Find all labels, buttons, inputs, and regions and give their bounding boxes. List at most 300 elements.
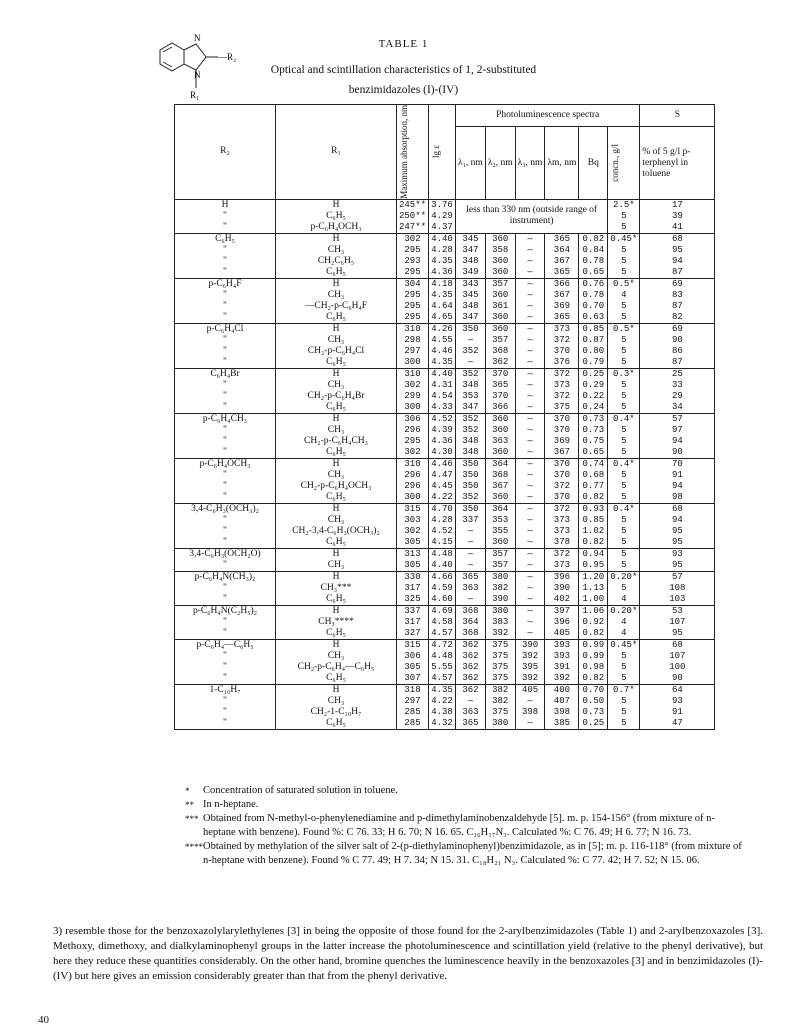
cell-r1: p-C₆H₄OCH₃ — [276, 222, 397, 234]
cell-r2: p-C₆H₄N(CH₃)₂ — [175, 571, 276, 583]
table-row — [175, 357, 715, 369]
table-cell: 5 — [608, 447, 640, 459]
table-cell: 285 — [397, 707, 429, 718]
table-cell: 295 — [397, 436, 429, 447]
cell-r1: CH₃ — [276, 651, 397, 662]
table-cell: 297 — [397, 346, 429, 357]
table-cell: 303 — [397, 515, 429, 526]
footnote-mark: **** — [185, 842, 203, 852]
table-cell: 365 — [456, 571, 486, 583]
table-cell: 68 — [640, 503, 715, 515]
cell-r2: 1-C₁₀H₇ — [175, 684, 276, 696]
cell-r1: C₆H₅ — [276, 402, 397, 414]
table-row — [175, 718, 715, 730]
cell-r2: " — [175, 628, 276, 640]
table-cell: — — [515, 458, 545, 470]
table-cell: 352 — [456, 413, 486, 425]
table-row — [175, 436, 715, 447]
table-cell: 400 — [545, 684, 579, 696]
table-cell: 2.5* — [608, 199, 640, 211]
table-cell: — — [515, 481, 545, 492]
table-cell: 0.99 — [579, 651, 608, 662]
table-cell: 0.76 — [579, 278, 608, 290]
table-row — [175, 481, 715, 492]
table-cell: 365 — [545, 267, 579, 279]
table-row — [175, 515, 715, 526]
table-cell: 295 — [397, 301, 429, 312]
cell-r2: " — [175, 594, 276, 606]
table-cell: 362 — [456, 639, 486, 651]
cell-r2: p-C₆H₄N(C₂H₅)₂ — [175, 605, 276, 617]
table-cell: — — [515, 290, 545, 301]
table-cell: 368 — [456, 605, 486, 617]
table-cell: 5 — [608, 301, 640, 312]
cell-r1: CH₃ — [276, 380, 397, 391]
table-cell: 91 — [640, 707, 715, 718]
table-cell: 4.40 — [429, 233, 456, 245]
table-cell: 0.74 — [579, 458, 608, 470]
table-cell: 357 — [485, 278, 515, 290]
table-cell: — — [515, 245, 545, 256]
table-cell: 315 — [397, 503, 429, 515]
table-cell: — — [515, 301, 545, 312]
table-row — [175, 267, 715, 279]
table-cell: 0.80 — [579, 346, 608, 357]
table-cell: 396 — [545, 617, 579, 628]
cell-r1: C₆H₅ — [276, 718, 397, 730]
table-cell: 5 — [608, 425, 640, 436]
table-cell: 363 — [456, 583, 486, 594]
table-cell: 29 — [640, 391, 715, 402]
cell-r2: C₆H₅ — [175, 233, 276, 245]
cell-r2: " — [175, 256, 276, 267]
table-cell: 296 — [397, 481, 429, 492]
table-cell: 373 — [545, 323, 579, 335]
table-cell: 47 — [640, 718, 715, 730]
table-cell: 355 — [485, 526, 515, 537]
table-cell: 4.70 — [429, 503, 456, 515]
table-cell: 370 — [485, 391, 515, 402]
table-cell: 0.95 — [579, 560, 608, 572]
table-cell: 4.45 — [429, 481, 456, 492]
table-cell: 5 — [608, 380, 640, 391]
table-cell: 330 — [397, 571, 429, 583]
cell-r1: CH₃ — [276, 560, 397, 572]
table-cell: — — [515, 267, 545, 279]
cell-r2: " — [175, 357, 276, 369]
table-row — [175, 707, 715, 718]
table-cell: — — [456, 594, 486, 606]
cell-r1: H — [276, 323, 397, 335]
table-cell: 4.47 — [429, 470, 456, 481]
cell-r2: p-C₆H₄F — [175, 278, 276, 290]
cell-r2: " — [175, 526, 276, 537]
table-cell: — — [515, 628, 545, 640]
table-cell: 360 — [485, 425, 515, 436]
table-cell: 4.60 — [429, 594, 456, 606]
cell-r1: H — [276, 278, 397, 290]
table-cell: 0.22 — [579, 391, 608, 402]
table-cell: 94 — [640, 515, 715, 526]
table-cell: 17 — [640, 199, 715, 211]
cell-r1: CH₂-p-C₆H₄Br — [276, 391, 397, 402]
table-cell: 5 — [608, 583, 640, 594]
table-cell: — — [515, 335, 545, 346]
table-cell: 0.20* — [608, 571, 640, 583]
cell-r1: C₆H₅ — [276, 673, 397, 685]
cell-r1: C₆H₅ — [276, 537, 397, 549]
table-cell: 360 — [485, 267, 515, 279]
table-cell: 0.65 — [579, 447, 608, 459]
table-cell: 372 — [545, 391, 579, 402]
table-row — [175, 233, 715, 245]
table-cell: 405 — [545, 628, 579, 640]
cell-r1: H — [276, 503, 397, 515]
table-cell: 298 — [397, 335, 429, 346]
table-cell: — — [515, 617, 545, 628]
cell-r1: H — [276, 605, 397, 617]
cell-r2: " — [175, 222, 276, 234]
table-cell: 0.87 — [579, 335, 608, 346]
table-cell: 5 — [608, 267, 640, 279]
cell-r2: " — [175, 492, 276, 504]
footnote-mark: ** — [185, 800, 194, 810]
table-cell: 0.78 — [579, 256, 608, 267]
table-cell: — — [456, 696, 486, 707]
table-cell: 302 — [397, 233, 429, 245]
table-cell: 0.82 — [579, 673, 608, 685]
table-cell: 1.00 — [579, 594, 608, 606]
table-cell: 34 — [640, 402, 715, 414]
table-cell: 393 — [545, 639, 579, 651]
table-cell: 369 — [545, 436, 579, 447]
table-cell: 0.25 — [579, 368, 608, 380]
table-cell: 362 — [485, 357, 515, 369]
cell-r2: " — [175, 391, 276, 402]
page-number: 40 — [38, 1014, 49, 1026]
table-cell: 4.66 — [429, 571, 456, 583]
table-cell: 97 — [640, 425, 715, 436]
table-cell: 4.40 — [429, 368, 456, 380]
cell-r1: H — [276, 199, 397, 211]
table-cell: — — [515, 605, 545, 617]
table-cell: 90 — [640, 335, 715, 346]
table-cell: 90 — [640, 447, 715, 459]
table-cell: 94 — [640, 256, 715, 267]
table-row — [175, 256, 715, 267]
table-cell: 3.76 — [429, 199, 456, 211]
table-cell: 5 — [608, 707, 640, 718]
table-cell: 5 — [608, 515, 640, 526]
table-cell: 396 — [545, 571, 579, 583]
table-cell: 4.58 — [429, 617, 456, 628]
table-cell: 0.73 — [579, 413, 608, 425]
table-cell: 4.37 — [429, 222, 456, 234]
table-cell: 367 — [545, 447, 579, 459]
table-cell: 4.40 — [429, 560, 456, 572]
table-cell: 4.54 — [429, 391, 456, 402]
table-cell: 0.79 — [579, 357, 608, 369]
table-cell: 68 — [640, 639, 715, 651]
table-cell: 368 — [485, 346, 515, 357]
header-l3: λ₃, nm — [515, 127, 545, 199]
table-cell: — — [515, 583, 545, 594]
table-cell: 297 — [397, 696, 429, 707]
table-row — [175, 458, 715, 470]
table-cell: 0.3* — [608, 368, 640, 380]
table-cell: 5 — [608, 673, 640, 685]
table-cell: 373 — [545, 515, 579, 526]
header-lg: lg ε — [429, 105, 456, 200]
table-cell: 390 — [515, 639, 545, 651]
table-cell: 370 — [545, 346, 579, 357]
table-cell: 300 — [397, 492, 429, 504]
table-cell: — — [515, 526, 545, 537]
table-cell: 93 — [640, 696, 715, 707]
table-cell: 4.28 — [429, 515, 456, 526]
table-cell: 57 — [640, 571, 715, 583]
cell-r2: " — [175, 301, 276, 312]
cell-r1: CH₂C₆H₅ — [276, 256, 397, 267]
table-cell: 5 — [608, 470, 640, 481]
table-cell: 397 — [545, 605, 579, 617]
table-cell: 86 — [640, 346, 715, 357]
table-cell: 348 — [456, 301, 486, 312]
table-cell: 0.99 — [579, 639, 608, 651]
table-caption-line2: benzimidazoles (I)-(IV) — [348, 84, 459, 96]
table-cell: 370 — [545, 492, 579, 504]
table-cell: 337 — [397, 605, 429, 617]
cell-r1: CH₃ — [276, 425, 397, 436]
table-cell: 5 — [608, 651, 640, 662]
table-cell: 95 — [640, 560, 715, 572]
cell-r2: " — [175, 380, 276, 391]
table-cell: 385 — [545, 718, 579, 730]
table-cell: — — [456, 560, 486, 572]
footnote-text: Obtained from N-methyl-o-phenylenediamine and p-dimethylaminobenzaldehyde [5]. m. p. 154-156° (from mixture of n-heptane with benzene). Found %: C 76. 33; H 6. 70; N 16. 65. C₁₆H₁₇N₃. Calculated %: C 76. 49; H 6. 77; N 16. 73. — [203, 813, 715, 838]
cell-r2: 3,4-C₆H₃(OCH₂O) — [175, 548, 276, 560]
cell-r1: C₆H₅ — [276, 628, 397, 640]
table-cell: 4 — [608, 628, 640, 640]
table-cell: 317 — [397, 583, 429, 594]
table-cell: 5 — [608, 402, 640, 414]
cell-r1: CH₃ — [276, 245, 397, 256]
table-cell: 93 — [640, 548, 715, 560]
table-cell: 0.77 — [579, 481, 608, 492]
table-row — [175, 380, 715, 391]
table-cell: 352 — [456, 492, 486, 504]
table-cell: 302 — [397, 447, 429, 459]
table-cell: — — [515, 256, 545, 267]
cell-r2: p-C₆H₄Cl — [175, 323, 276, 335]
table-cell: 362 — [456, 662, 486, 673]
table-cell: 4.57 — [429, 673, 456, 685]
table-cell: — — [515, 537, 545, 549]
cell-r1: H — [276, 571, 397, 583]
table-cell: 390 — [545, 583, 579, 594]
table-cell: 4.35 — [429, 290, 456, 301]
table-cell: 1.06 — [579, 605, 608, 617]
table-cell: 392 — [515, 673, 545, 685]
table-cell: 39 — [640, 211, 715, 222]
table-row — [175, 278, 715, 290]
cell-r2: " — [175, 425, 276, 436]
cell-r1: CH₃**** — [276, 617, 397, 628]
cell-r2: " — [175, 346, 276, 357]
table-row — [175, 571, 715, 583]
footnote-text: Concentration of saturated solution in toluene. — [203, 785, 398, 796]
table-cell: 305 — [397, 662, 429, 673]
table-cell: — — [515, 391, 545, 402]
table-cell: 4.52 — [429, 413, 456, 425]
table-cell: 360 — [485, 447, 515, 459]
table-cell: 300 — [397, 402, 429, 414]
table-row — [175, 335, 715, 346]
table-cell: 103 — [640, 594, 715, 606]
cell-r2: " — [175, 696, 276, 707]
table-row — [175, 413, 715, 425]
table-row — [175, 425, 715, 436]
table-cell: 98 — [640, 492, 715, 504]
table-cell: 376 — [545, 357, 579, 369]
cell-r2: " — [175, 436, 276, 447]
header-s-description: % of 5 g/l p-terphenyl in toluene — [640, 127, 715, 199]
table-cell: 348 — [456, 256, 486, 267]
n-label-top: N — [194, 33, 201, 43]
table-cell: 0.82 — [579, 537, 608, 549]
table-label: TABLE 1 — [378, 38, 429, 50]
table-cell: 299 — [397, 391, 429, 402]
table-row — [175, 222, 715, 234]
table-row — [175, 526, 715, 537]
footnote-mark: *** — [185, 814, 199, 824]
r2-label: —R₂ — [218, 52, 237, 62]
table-cell: 4.18 — [429, 278, 456, 290]
footnotes — [185, 784, 745, 868]
table-cell: 4.31 — [429, 380, 456, 391]
cell-r1: CH₃ — [276, 696, 397, 707]
footnote — [185, 784, 745, 798]
table-cell: 392 — [485, 628, 515, 640]
table-cell: 364 — [485, 458, 515, 470]
table-cell: 4.52 — [429, 526, 456, 537]
table-cell: 360 — [485, 492, 515, 504]
table-cell: 390 — [485, 594, 515, 606]
table-cell: 4.38 — [429, 707, 456, 718]
table-cell: — — [515, 413, 545, 425]
table-cell: 353 — [485, 515, 515, 526]
cell-r2: " — [175, 470, 276, 481]
table-cell: 0.24 — [579, 402, 608, 414]
cell-r2: " — [175, 335, 276, 346]
cell-r2: C₆H₄Br — [175, 368, 276, 380]
table-cell: 347 — [456, 402, 486, 414]
cell-r2: " — [175, 560, 276, 572]
table-cell: — — [515, 718, 545, 730]
table-cell: 4.26 — [429, 323, 456, 335]
table-cell: 91 — [640, 470, 715, 481]
table-cell: 361 — [485, 301, 515, 312]
table-cell: 4.35 — [429, 684, 456, 696]
table-cell: 0.78 — [579, 290, 608, 301]
table-cell: 4.64 — [429, 301, 456, 312]
table-cell: 5 — [608, 492, 640, 504]
table-cell: 4.39 — [429, 425, 456, 436]
table-cell: 378 — [545, 537, 579, 549]
table-cell: — — [515, 233, 545, 245]
table-cell: 367 — [545, 256, 579, 267]
table-row — [175, 312, 715, 324]
table-cell: 4.32 — [429, 718, 456, 730]
table-cell: 1.13 — [579, 583, 608, 594]
table-cell: 352 — [456, 368, 486, 380]
table-cell: — — [515, 436, 545, 447]
table-cell: 348 — [456, 436, 486, 447]
table-cell: 0.7* — [608, 684, 640, 696]
table-cell: 5 — [608, 560, 640, 572]
cell-r2: 3,4-C₆H₃(OCH₃)₂ — [175, 503, 276, 515]
table-cell: 375 — [485, 673, 515, 685]
table-cell: 53 — [640, 605, 715, 617]
table-cell: 247** — [397, 222, 429, 234]
table-cell: 0.65 — [579, 267, 608, 279]
table-cell: 349 — [456, 267, 486, 279]
table-cell: 365 — [485, 380, 515, 391]
table-cell: 347 — [456, 245, 486, 256]
table-cell: 108 — [640, 583, 715, 594]
table-cell: 95 — [640, 628, 715, 640]
table-cell: 350 — [456, 481, 486, 492]
table-cell: 69 — [640, 278, 715, 290]
table-cell: 307 — [397, 673, 429, 685]
table-cell: 366 — [485, 402, 515, 414]
table-cell: 310 — [397, 368, 429, 380]
table-cell: 4.48 — [429, 548, 456, 560]
table-row — [175, 639, 715, 651]
table-cell: 95 — [640, 537, 715, 549]
table-cell: 366 — [545, 278, 579, 290]
table-cell: 4.48 — [429, 651, 456, 662]
cell-r2: " — [175, 673, 276, 685]
table-cell: 352 — [456, 346, 486, 357]
table-cell: 5 — [608, 537, 640, 549]
table-cell: 360 — [485, 323, 515, 335]
cell-r2: " — [175, 312, 276, 324]
table-cell: 365 — [456, 718, 486, 730]
table-cell: 398 — [515, 707, 545, 718]
table-cell: — — [515, 278, 545, 290]
header-l2: λ₂, nm — [485, 127, 515, 199]
table-cell: 5 — [608, 662, 640, 673]
table-cell: 5 — [608, 346, 640, 357]
table-cell: 296 — [397, 470, 429, 481]
table-cell: 94 — [640, 481, 715, 492]
table-cell: 0.70 — [579, 301, 608, 312]
table-cell: 317 — [397, 617, 429, 628]
table-cell: 382 — [485, 696, 515, 707]
table-cell: 337 — [456, 515, 486, 526]
table-cell: 82 — [640, 312, 715, 324]
table-row — [175, 245, 715, 256]
table-cell: — — [515, 368, 545, 380]
table-cell: 350 — [456, 323, 486, 335]
table-cell: 392 — [545, 673, 579, 685]
table-cell: 360 — [485, 312, 515, 324]
table-cell: 358 — [485, 245, 515, 256]
table-cell: 0.25 — [579, 718, 608, 730]
cell-r1: C₆H₅ — [276, 312, 397, 324]
table-cell: 302 — [397, 380, 429, 391]
